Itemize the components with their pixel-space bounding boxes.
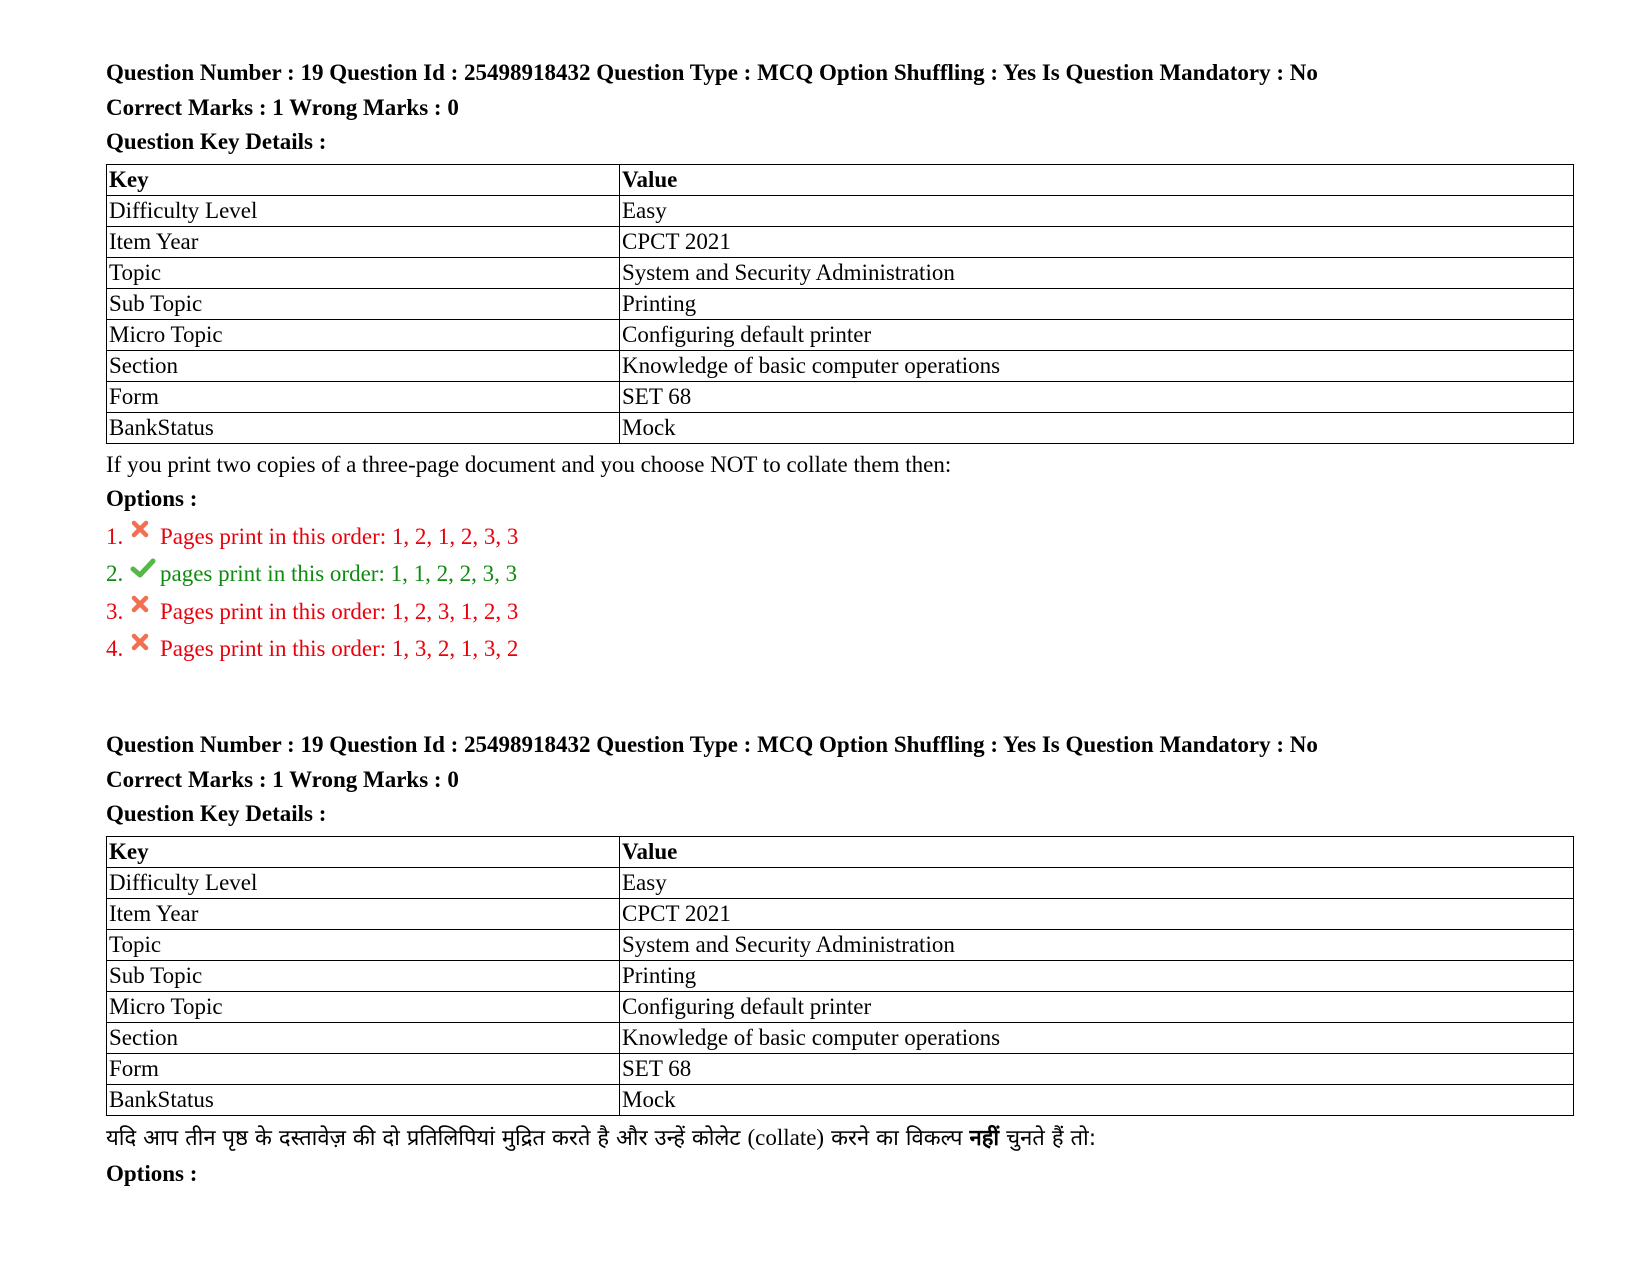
table-row — [107, 381, 1574, 412]
table-cell-value: CPCT 2021 — [620, 226, 1574, 257]
table-cell-key: Micro Topic — [107, 991, 620, 1022]
cross-icon — [128, 636, 158, 662]
table-row — [107, 929, 1574, 960]
option-3 — [106, 593, 1574, 631]
table-row — [107, 1053, 1574, 1084]
question-text-part: चुनते हैं तो: — [999, 1125, 1097, 1151]
option-1 — [106, 518, 1574, 556]
option-2 — [106, 555, 1574, 593]
table-cell-key: Form — [107, 381, 620, 412]
table-header-value: Value — [620, 164, 1574, 195]
question-text-hindi — [106, 1120, 1574, 1157]
table-cell-key: Topic — [107, 257, 620, 288]
question-header-line1: Question Number : 19 Question Id : 25498918432 Question Type : MCQ Option Shuffling : Yes Is Question Mandatory : No — [106, 732, 1318, 757]
table-cell-value: System and Security Administration — [620, 929, 1574, 960]
table-cell-value: Printing — [620, 960, 1574, 991]
question-text-emphasis: नहीं — [969, 1125, 1000, 1151]
table-cell-key: Form — [107, 1053, 620, 1084]
option-number: 4. — [106, 636, 124, 661]
table-cell-key: Item Year — [107, 898, 620, 929]
marks-line: Correct Marks : 1 Wrong Marks : 0 — [106, 766, 459, 792]
option-number: 3. — [106, 598, 124, 624]
table-row — [107, 1084, 1574, 1115]
table-header-value: Value — [620, 836, 1574, 867]
table-cell-key: Sub Topic — [107, 960, 620, 991]
table-row — [107, 898, 1574, 929]
table-cell-value: Easy — [620, 867, 1574, 898]
table-row — [107, 991, 1574, 1022]
question-text-part: यदि आप तीन पृष्ठ के दस्तावेज़ की दो प्रतिलिपियां मुद्रित करते है और उन्हें कोलेट — [106, 1125, 748, 1151]
question-header-line1: Question Number : 19 Question Id : 25498918432 Question Type : MCQ Option Shuffling : Yes Is Question Mandatory : No — [106, 60, 1318, 85]
table-cell-key: Item Year — [107, 226, 620, 257]
table-cell-key: Topic — [107, 929, 620, 960]
table-header-key: Key — [107, 836, 620, 867]
table-cell-key: BankStatus — [107, 1084, 620, 1115]
table-row — [107, 867, 1574, 898]
table-header-key: Key — [107, 164, 620, 195]
table-row — [107, 257, 1574, 288]
key-details-table — [106, 836, 1574, 1116]
table-cell-key: Micro Topic — [107, 319, 620, 350]
table-cell-value: Easy — [620, 195, 1574, 226]
option-text: pages print in this order: 1, 1, 2, 2, 3, 3 — [160, 561, 518, 586]
key-details-table — [106, 164, 1574, 444]
table-cell-value: CPCT 2021 — [620, 898, 1574, 929]
table-cell-key: Difficulty Level — [107, 867, 620, 898]
question-text-part: करने का विकल्प — [824, 1125, 970, 1151]
table-header-row — [107, 164, 1574, 195]
cross-icon — [128, 523, 158, 549]
table-cell-value: Knowledge of basic computer operations — [620, 1022, 1574, 1053]
table-cell-value: SET 68 — [620, 1053, 1574, 1084]
option-4 — [106, 630, 1574, 668]
key-details-label: Question Key Details : — [106, 801, 327, 826]
table-cell-value: Knowledge of basic computer operations — [620, 350, 1574, 381]
option-text: Pages print in this order: 1, 3, 2, 1, 3, 2 — [160, 636, 519, 661]
table-cell-key: Section — [107, 1022, 620, 1053]
options-label: Options : — [106, 485, 198, 511]
table-cell-key: BankStatus — [107, 412, 620, 443]
marks-line: Correct Marks : 1 Wrong Marks : 0 — [106, 94, 459, 120]
table-cell-value: Printing — [620, 288, 1574, 319]
table-cell-value: Configuring default printer — [620, 991, 1574, 1022]
question-block-1 — [106, 56, 1574, 668]
question-text: If you print two copies of a three-page document and you choose NOT to collate them then: — [106, 451, 952, 477]
table-cell-value: Mock — [620, 412, 1574, 443]
check-icon — [128, 561, 158, 587]
options-label: Options : — [106, 1160, 198, 1186]
table-cell-key: Section — [107, 350, 620, 381]
table-row — [107, 226, 1574, 257]
options-list — [106, 518, 1574, 668]
table-cell-value: System and Security Administration — [620, 257, 1574, 288]
table-cell-value: SET 68 — [620, 381, 1574, 412]
question-text-part: (collate) — [747, 1124, 825, 1150]
option-text: Pages print in this order: 1, 2, 3, 1, 2, 3 — [160, 598, 519, 624]
cross-icon — [128, 598, 158, 624]
option-number: 1. — [106, 523, 124, 549]
table-header-row — [107, 836, 1574, 867]
table-cell-key: Sub Topic — [107, 288, 620, 319]
table-row — [107, 195, 1574, 226]
table-cell-key: Difficulty Level — [107, 195, 620, 226]
table-row — [107, 350, 1574, 381]
key-details-label: Question Key Details : — [106, 129, 327, 154]
table-row — [107, 1022, 1574, 1053]
table-cell-value: Mock — [620, 1084, 1574, 1115]
table-row — [107, 319, 1574, 350]
table-cell-value: Configuring default printer — [620, 319, 1574, 350]
table-row — [107, 960, 1574, 991]
option-text: Pages print in this order: 1, 2, 1, 2, 3, 3 — [160, 523, 519, 549]
question-block-2 — [106, 728, 1574, 1191]
table-row — [107, 412, 1574, 443]
option-number: 2. — [106, 561, 124, 586]
table-row — [107, 288, 1574, 319]
